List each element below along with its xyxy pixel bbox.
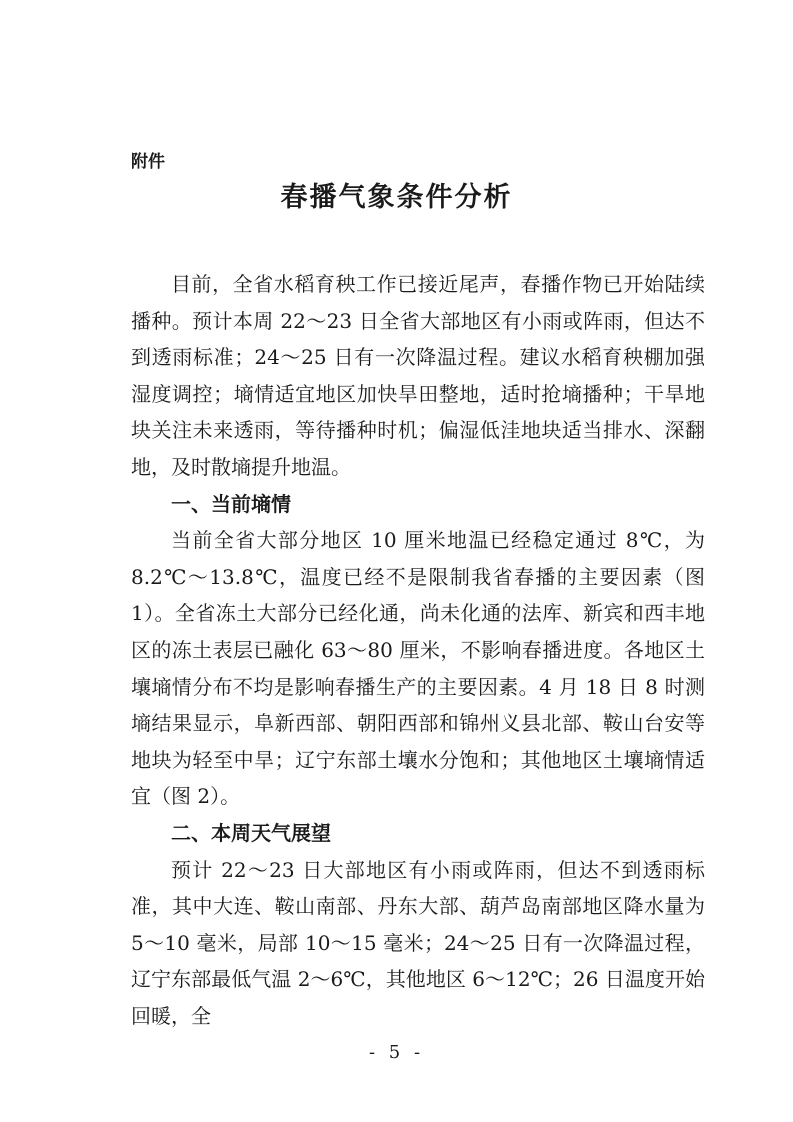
- intro-paragraph: 目前，全省水稻育秧工作已接近尾声，春播作物已开始陆续播种。预计本周 22～23 日全省大部地区有小雨或阵雨，但达不到透雨标准；24～25 日有一次降温过程。建议水稻育秧棚加强湿度调控；墒情适宜地区加快旱田整地，适时抢墒播种；干旱地块关注未来透雨，等待播种时机；偏湿低洼地块适当排水、深翻地，及时散墒提升地温。: [131, 272, 705, 479]
- page-number: - 5 -: [368, 1042, 425, 1063]
- attachment-label: 附件: [131, 152, 165, 172]
- section-paragraph-current-moisture: 当前全省大部分地区 10 厘米地温已经稳定通过 8℃，为 8.2℃～13.8℃，温度已经不是限制我省春播的主要因素（图 1）。全省冻土大部分已经化通，尚未化通的法库、新宾和西丰地区的冻土表层已融化 63～80 厘米，不影响春播进度。各地区土壤墒情分布不均是影响春播生产的主要因素。4 月 18 日 8 时测墒结果显示，阜新西部、朝阳西部和锦州义县北部、鞍山台安等地块为轻至中旱；辽宁东部土壤水分饱和；其他地区土壤墒情适宜（图 2）。: [131, 528, 705, 809]
- section-paragraph-weather-outlook: 预计 22～23 日大部地区有小雨或阵雨，但达不到透雨标准，其中大连、鞍山南部、丹东大部、葫芦岛南部地区降水量为 5～10 毫米，局部 10～15 毫米；24～25 日有一次降温过程，辽宁东部最低气温 2～6℃，其他地区 6～12℃；26 日温度开始回暖，全: [131, 857, 705, 1028]
- section-heading-weather-outlook: 二、本周天气展望: [171, 820, 331, 845]
- section-heading-current-moisture: 一、当前墒情: [171, 491, 291, 516]
- document-body: [131, 266, 705, 1034]
- document-title: 春播气象条件分析: [280, 182, 513, 213]
